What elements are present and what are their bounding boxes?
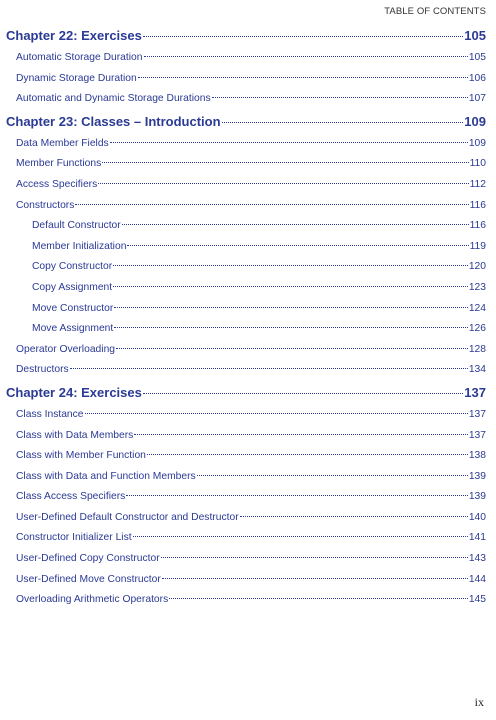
toc-section-entry[interactable] (6, 512, 486, 533)
dot-leader (114, 327, 468, 328)
toc-entry-page: 137 (468, 408, 486, 420)
toc-section-entry[interactable] (6, 261, 486, 282)
toc-section-entry[interactable] (6, 364, 486, 385)
dot-leader (197, 475, 468, 476)
toc-section-entry[interactable] (6, 138, 486, 159)
toc-entry-page: 110 (469, 158, 486, 170)
toc-section-entry[interactable] (6, 574, 486, 595)
toc-section-entry[interactable] (6, 409, 486, 430)
dot-leader (161, 557, 468, 558)
toc-section-entry[interactable] (6, 52, 486, 73)
toc-entry-title: Automatic Storage Duration (16, 52, 143, 63)
toc-entry-page: 105 (464, 28, 486, 43)
toc-entry-page: 143 (468, 553, 486, 565)
toc-entry-title: Class Access Specifiers (16, 491, 126, 503)
toc-entry-page: 139 (468, 470, 486, 482)
toc-entry-page: 116 (469, 199, 486, 211)
toc-entry-page: 120 (468, 261, 486, 273)
toc-section-entry[interactable] (6, 430, 486, 451)
toc-section-entry[interactable] (6, 220, 486, 241)
dot-leader (98, 183, 468, 184)
dot-leader (102, 162, 468, 163)
toc-section-entry[interactable] (6, 471, 486, 492)
toc-entry-page: 128 (468, 343, 486, 355)
toc-section-entry[interactable] (6, 179, 486, 200)
toc-entry-title: Class with Data and Function Members (16, 470, 196, 482)
running-header: TABLE OF CONTENTS (384, 6, 486, 17)
toc-entry-title: Overloading Arithmetic Operators (16, 594, 169, 606)
dot-leader (138, 77, 468, 78)
toc-entry-page: 126 (468, 323, 486, 335)
toc-chapter-entry[interactable] (6, 385, 486, 409)
toc-entry-page: 137 (468, 429, 486, 441)
toc-chapter-entry[interactable] (6, 114, 486, 138)
toc-entry-page: 106 (468, 72, 486, 84)
dot-leader (85, 413, 468, 414)
toc-entry-title: Copy Constructor (32, 261, 113, 273)
toc-entry-page: 109 (464, 113, 486, 129)
toc-section-entry[interactable] (6, 450, 486, 471)
dot-leader (110, 142, 468, 143)
toc-section-entry[interactable] (6, 344, 486, 365)
toc-entry-title: Move Constructor (32, 302, 114, 314)
toc-entry-title: Member Functions (16, 158, 102, 170)
toc-entry-page: 119 (469, 240, 486, 252)
dot-leader (143, 393, 463, 394)
dot-leader (114, 307, 468, 308)
toc-entry-title: Operator Overloading (16, 343, 116, 355)
toc-section-entry[interactable] (6, 282, 486, 303)
toc-entry-page: 105 (468, 52, 486, 63)
dot-leader (113, 286, 468, 287)
toc-section-entry[interactable] (6, 532, 486, 553)
dot-leader (127, 245, 468, 246)
dot-leader (116, 348, 468, 349)
toc-entry-title: Constructors (16, 199, 75, 211)
dot-leader (147, 454, 468, 455)
toc-entry-title: Data Member Fields (16, 137, 109, 149)
dot-leader (222, 122, 464, 123)
toc-entry-title: Chapter 23: Classes – Introduction (6, 113, 221, 129)
toc-section-entry[interactable] (6, 93, 486, 114)
toc-entry-title: Chapter 22: Exercises (6, 28, 142, 43)
toc-entry-page: 138 (468, 450, 486, 462)
toc-section-entry[interactable] (6, 491, 486, 512)
dot-leader (133, 536, 468, 537)
toc-entry-title: Class Instance (16, 408, 84, 420)
toc-entry-title: Copy Assignment (32, 281, 113, 293)
dot-leader (162, 578, 468, 579)
toc-entry-page: 134 (468, 364, 486, 376)
toc-entry-title: User-Defined Move Constructor (16, 573, 161, 585)
toc-entry-page: 123 (468, 281, 486, 293)
dot-leader (134, 434, 468, 435)
table-of-contents (6, 28, 486, 615)
dot-leader (240, 516, 468, 517)
toc-section-entry[interactable] (6, 241, 486, 262)
toc-section-entry[interactable] (6, 303, 486, 324)
dot-leader (75, 204, 468, 205)
toc-entry-title: Automatic and Dynamic Storage Durations (16, 93, 211, 105)
dot-leader (143, 36, 463, 37)
toc-entry-title: Dynamic Storage Duration (16, 72, 137, 84)
toc-entry-title: Class with Member Function (16, 450, 146, 462)
toc-entry-page: 144 (468, 573, 486, 585)
dot-leader (122, 224, 469, 225)
toc-entry-title: User-Defined Copy Constructor (16, 553, 160, 565)
dot-leader (144, 56, 468, 57)
toc-section-entry[interactable] (6, 594, 486, 615)
dot-leader (169, 598, 468, 599)
toc-section-entry[interactable] (6, 553, 486, 574)
dot-leader (70, 368, 468, 369)
toc-section-entry[interactable] (6, 158, 486, 179)
dot-leader (113, 265, 468, 266)
toc-entry-page: 137 (464, 384, 486, 400)
toc-section-entry[interactable] (6, 323, 486, 344)
toc-entry-page: 107 (468, 93, 486, 105)
toc-chapter-entry[interactable] (6, 28, 486, 52)
toc-entry-title: Access Specifiers (16, 178, 98, 190)
toc-section-entry[interactable] (6, 73, 486, 94)
toc-section-entry[interactable] (6, 200, 486, 221)
toc-entry-page: 145 (468, 594, 486, 606)
toc-entry-title: Move Assignment (32, 323, 114, 335)
toc-entry-title: Member Initialization (32, 240, 127, 252)
toc-entry-title: User-Defined Default Constructor and Destructor (16, 511, 239, 523)
toc-entry-title: Constructor Initializer List (16, 532, 132, 544)
toc-entry-title: Default Constructor (32, 220, 121, 232)
toc-entry-title: Class with Data Members (16, 429, 134, 441)
toc-entry-page: 140 (468, 511, 486, 523)
toc-entry-title: Destructors (16, 364, 69, 376)
toc-entry-page: 109 (468, 137, 486, 149)
toc-entry-page: 139 (468, 491, 486, 503)
toc-entry-page: 116 (469, 220, 486, 232)
toc-entry-page: 124 (468, 302, 486, 314)
dot-leader (212, 97, 468, 98)
toc-entry-page: 112 (469, 178, 486, 190)
toc-entry-title: Chapter 24: Exercises (6, 384, 142, 400)
page-number: ix (474, 695, 484, 709)
toc-entry-page: 141 (468, 532, 486, 544)
dot-leader (126, 495, 468, 496)
